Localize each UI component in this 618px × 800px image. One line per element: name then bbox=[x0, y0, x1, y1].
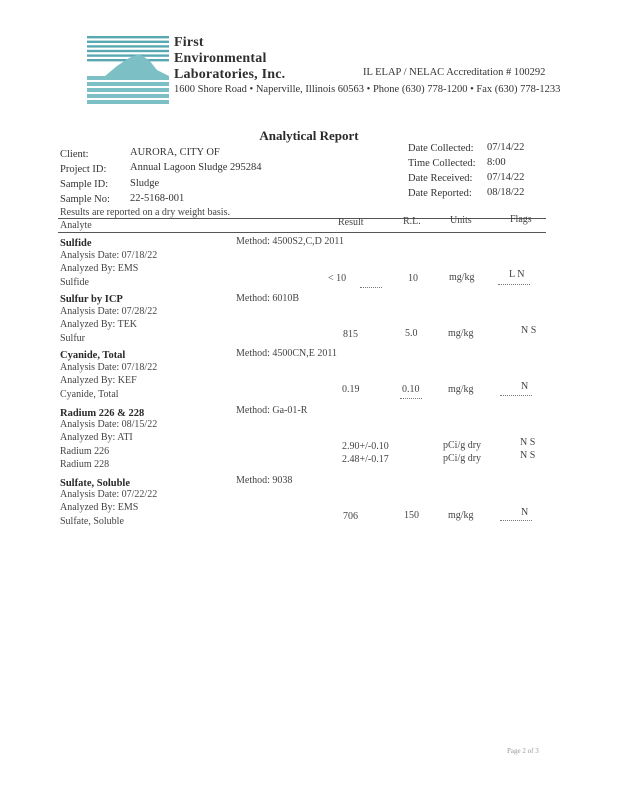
col-units: Units bbox=[450, 215, 472, 226]
analyte-name: Sulfur bbox=[60, 333, 85, 344]
section-method: Method: 4500CN,E 2011 bbox=[236, 348, 338, 359]
sample-id-value: Sludge bbox=[130, 178, 160, 189]
section-method: Method: Ga-01-R bbox=[236, 405, 308, 416]
project-value: Annual Lagoon Sludge 295284 bbox=[130, 162, 262, 173]
analysis-date: Analysis Date: 07/22/22 bbox=[60, 489, 158, 500]
units-value: pCi/g dry bbox=[443, 453, 482, 464]
analyte-name: Radium 226 bbox=[60, 446, 110, 457]
client-value: AURORA, CITY OF bbox=[130, 147, 220, 158]
units-value: mg/kg bbox=[448, 384, 474, 395]
rl-value: 150 bbox=[404, 510, 419, 521]
result-value: 0.19 bbox=[342, 384, 360, 395]
section-title: Cyanide, Total bbox=[60, 350, 126, 361]
lab-address: 1600 Shore Road • Naperville, Illinois 60563 • Phone (630) 778-1200 • Fax (630) 778-1233 bbox=[174, 84, 561, 95]
result-value: 815 bbox=[343, 329, 358, 340]
rl-value: 5.0 bbox=[405, 328, 418, 339]
date-reported-value: 08/18/22 bbox=[487, 187, 525, 198]
sample-no-value: 22-5168-001 bbox=[130, 193, 185, 204]
flags-value: N S bbox=[521, 325, 537, 336]
col-rl: R.L. bbox=[403, 216, 421, 227]
analyzed-by: Analyzed By: EMS bbox=[60, 263, 139, 274]
section-title: Sulfide bbox=[60, 238, 92, 249]
flags-value: N bbox=[521, 381, 529, 392]
report-title: Analytical Report bbox=[259, 128, 359, 143]
project-label: Project ID: bbox=[60, 164, 107, 175]
lab-name-line2: Environmental bbox=[174, 51, 267, 66]
lab-name-line1: First bbox=[174, 35, 204, 50]
rl-value: 10 bbox=[408, 273, 418, 284]
lab-logo bbox=[87, 36, 169, 104]
result-value: 2.90+/-0.10 bbox=[342, 441, 389, 452]
col-analyte: Analyte bbox=[60, 220, 92, 231]
analysis-date: Analysis Date: 08/15/22 bbox=[60, 419, 158, 430]
rl-underline bbox=[400, 398, 422, 399]
analyte-name: Sulfide bbox=[60, 277, 89, 288]
result-underline bbox=[360, 287, 382, 288]
analyzed-by: Analyzed By: EMS bbox=[60, 502, 139, 513]
analysis-date: Analysis Date: 07/28/22 bbox=[60, 306, 158, 317]
flags-underline bbox=[500, 395, 532, 396]
section-title: Sulfur by ICP bbox=[60, 294, 123, 305]
analyte-name: Cyanide, Total bbox=[60, 389, 119, 400]
units-value: mg/kg bbox=[449, 272, 475, 283]
col-result: Result bbox=[338, 217, 364, 228]
rl-value: 0.10 bbox=[402, 384, 420, 395]
date-reported-label: Date Reported: bbox=[408, 188, 472, 199]
page-number: Page 2 of 3 bbox=[507, 747, 539, 755]
accreditation: IL ELAP / NELAC Accreditation # 100292 bbox=[363, 67, 546, 78]
analyte-name: Sulfate, Soluble bbox=[60, 516, 124, 527]
analyzed-by: Analyzed By: KEF bbox=[60, 375, 137, 386]
analysis-date: Analysis Date: 07/18/22 bbox=[60, 250, 158, 261]
flags-underline bbox=[498, 284, 530, 285]
flags-value: N S bbox=[520, 450, 536, 461]
flags-value: N S bbox=[520, 437, 536, 448]
flags-value: L N bbox=[509, 269, 525, 280]
analyzed-by: Analyzed By: TEK bbox=[60, 319, 138, 330]
section-method: Method: 9038 bbox=[236, 475, 293, 486]
section-title: Radium 226 & 228 bbox=[60, 408, 145, 419]
lab-name-line3: Laboratories, Inc. bbox=[174, 67, 286, 82]
section-method: Method: 6010B bbox=[236, 293, 300, 304]
result-value: < 10 bbox=[328, 273, 347, 284]
header-rule-bottom bbox=[58, 232, 546, 233]
units-value: mg/kg bbox=[448, 328, 474, 339]
analyte-name: Radium 228 bbox=[60, 459, 110, 470]
section-method: Method: 4500S2,C,D 2011 bbox=[236, 236, 344, 247]
analyzed-by: Analyzed By: ATI bbox=[60, 432, 133, 443]
date-collected-label: Date Collected: bbox=[408, 143, 474, 154]
flags-value: N bbox=[521, 507, 529, 518]
time-collected-value: 8:00 bbox=[487, 157, 506, 168]
units-value: mg/kg bbox=[448, 510, 474, 521]
section-title: Sulfate, Soluble bbox=[60, 478, 131, 489]
units-value: pCi/g dry bbox=[443, 440, 482, 451]
time-collected-label: Time Collected: bbox=[408, 158, 476, 169]
sample-no-label: Sample No: bbox=[60, 194, 110, 205]
date-collected-value: 07/14/22 bbox=[487, 142, 525, 153]
result-value: 706 bbox=[343, 511, 358, 522]
client-label: Client: bbox=[60, 149, 89, 160]
col-flags: Flags bbox=[510, 214, 532, 225]
date-received-label: Date Received: bbox=[408, 173, 473, 184]
analysis-date: Analysis Date: 07/18/22 bbox=[60, 362, 158, 373]
sample-id-label: Sample ID: bbox=[60, 179, 109, 190]
date-received-value: 07/14/22 bbox=[487, 172, 525, 183]
result-value: 2.48+/-0.17 bbox=[342, 454, 389, 465]
flags-underline bbox=[500, 520, 532, 521]
header-rule-top bbox=[58, 218, 546, 219]
basis-note: Results are reported on a dry weight basis. bbox=[60, 207, 230, 218]
